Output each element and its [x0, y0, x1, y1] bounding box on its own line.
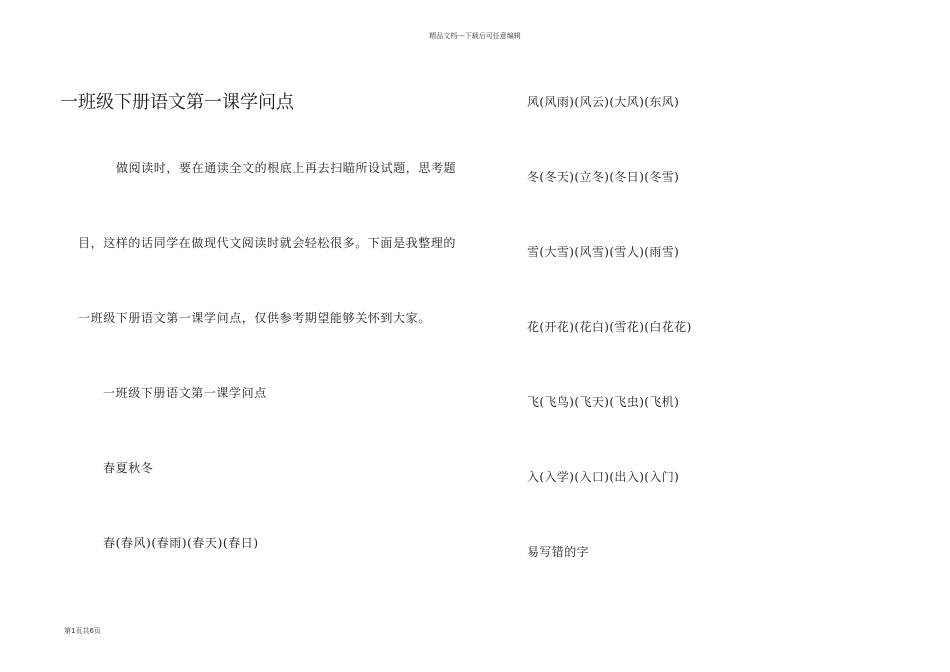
vocab-line-flower: 花(开花)(花白)(雪花)(白花花) [527, 320, 692, 334]
vocab-line-snow: 雪(大雪)(风雪)(雪人)(雨雪) [527, 245, 680, 259]
vocab-line-wind: 风(风雨)(风云)(大风)(东风) [527, 95, 680, 109]
vocab-line-enter: 入(入学)(入口)(出入)(入门) [527, 470, 680, 484]
lesson-subtitle: 春夏秋冬 [103, 461, 154, 475]
paragraph-line-1: 做阅读时，要在通读全文的根底上再去扫瞄所设试题，思考题 [116, 161, 457, 175]
vocab-line-fly: 飞(飞鸟)(飞天)(飞虫)(飞机) [527, 395, 680, 409]
vocab-line-spring: 春(春风)(春雨)(春天)(春日) [103, 536, 259, 550]
section-heading: 一班级下册语文第一课学问点 [103, 386, 267, 400]
page-number: 第1页共6页 [64, 627, 101, 635]
vocab-line-winter: 冬(冬天)(立冬)(冬日)(冬雪) [527, 170, 680, 184]
header-note: 精品文档---下载后可任意编辑 [429, 32, 521, 40]
page-title: 一班级下册语文第一课学问点 [60, 92, 294, 113]
error-prone-heading: 易写错的字 [527, 545, 590, 559]
paragraph-line-3: 一班级下册语文第一课学问点，仅供参考期望能够关怀到大家。 [78, 311, 431, 325]
paragraph-line-2: 目，这样的话同学在做现代文阅读时就会轻松很多。下面是我整理的 [78, 236, 457, 250]
